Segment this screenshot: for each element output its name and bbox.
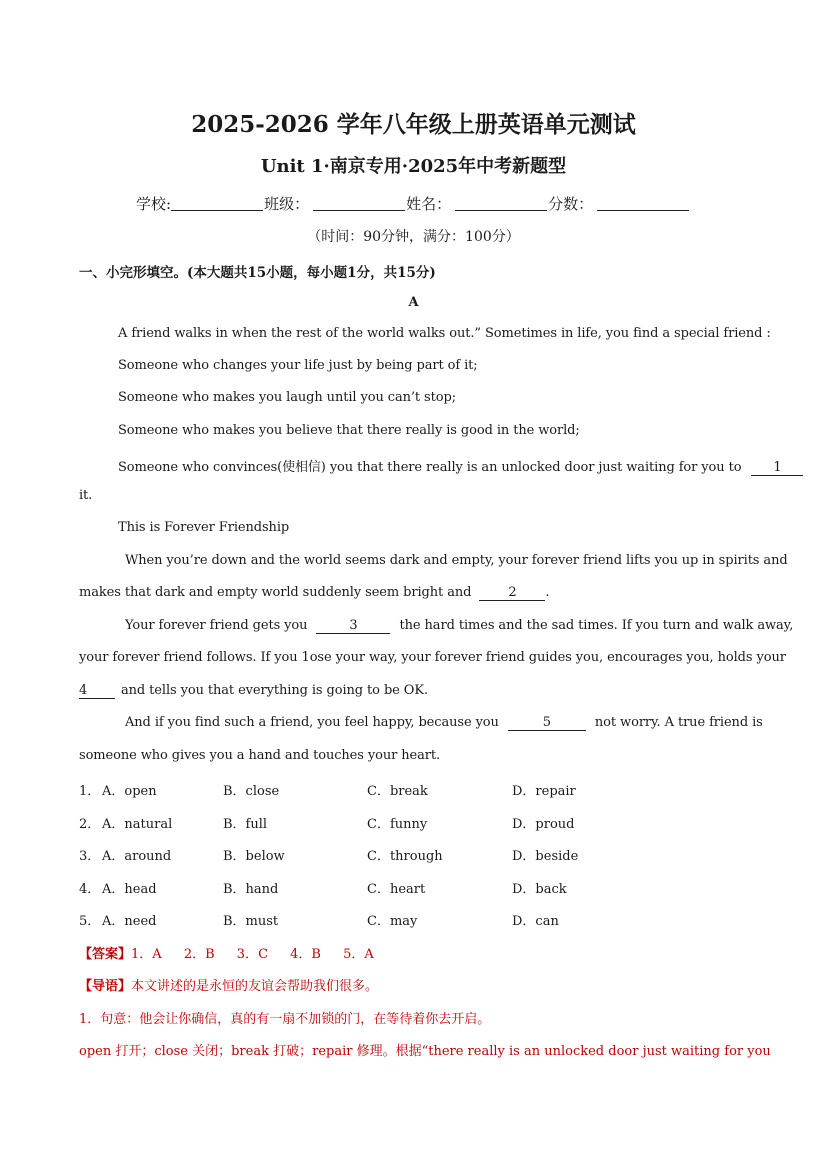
option-d[interactable]: D．can xyxy=(512,914,559,929)
page-subtitle: Unit 1·南京专用·2025年中考新题型 xyxy=(260,156,567,177)
question-number: 3． xyxy=(79,849,101,864)
class-label: 班级： xyxy=(264,195,310,213)
option-b[interactable]: B．below xyxy=(223,849,285,864)
explanation-line: 1．句意：他会让你确信，真的有一扇不加锁的门，在等待着你去开启。 xyxy=(79,1012,491,1027)
answer-label: 【答案】 xyxy=(79,947,132,962)
passage-text: not worry. A true friend is xyxy=(594,715,763,730)
option-d[interactable]: D．repair xyxy=(512,784,576,799)
answer-line xyxy=(79,943,374,962)
passage-text: the hard times and the sad times. If you turn and walk away, xyxy=(399,618,794,633)
period: . xyxy=(545,585,550,600)
blank-2[interactable]: 2 xyxy=(479,586,545,601)
section-title: 一、小完形填空。(本大题共15小题，每小题1分，共15分) xyxy=(79,265,436,281)
option-b[interactable]: B．close xyxy=(223,784,280,799)
passage-line: A friend walks in when the rest of the world walks out.” Sometimes in life, you find a special friend : xyxy=(118,326,771,341)
option-b[interactable]: B．must xyxy=(223,914,279,929)
passage-line xyxy=(118,456,803,476)
passage-text: Someone who convinces(使相信) you that there really is an unlocked door just waiting for you to xyxy=(118,460,742,475)
score-blank[interactable] xyxy=(597,196,689,211)
passage-line xyxy=(79,683,428,699)
option-a[interactable]: A．open xyxy=(102,784,157,799)
option-b[interactable]: B．hand xyxy=(223,882,279,897)
guide-line xyxy=(79,975,378,994)
school-field[interactable] xyxy=(136,193,690,214)
option-a[interactable]: A．natural xyxy=(102,817,173,832)
option-d[interactable]: D．back xyxy=(512,882,567,897)
school-blank[interactable] xyxy=(171,196,263,211)
answer-item: 3．C xyxy=(236,947,269,962)
passage-line xyxy=(125,715,763,731)
explanation-line: open 打开；close 关闭；break 打破；repair 修理。根据“there really is an unlocked door just waiting for you xyxy=(79,1044,771,1059)
class-blank[interactable] xyxy=(313,196,405,211)
option-b[interactable]: B．full xyxy=(223,817,268,832)
passage-line: This is Forever Friendship xyxy=(118,520,290,535)
passage-text: And if you find such a friend, you feel happy, because you xyxy=(125,715,499,730)
passage-line: your forever friend follows. If you 1ose your way, your forever friend guides you, encourages you, holds your xyxy=(79,650,786,665)
option-d[interactable]: D．beside xyxy=(512,849,579,864)
question-number: 2． xyxy=(79,817,101,832)
passage-line: it. xyxy=(79,488,93,503)
blank-4[interactable]: 4 xyxy=(79,684,115,699)
passage-line: Someone who changes your life just by being part of it; xyxy=(118,358,478,373)
passage-line: someone who gives you a hand and touches your heart. xyxy=(79,748,441,763)
passage-text: and tells you that everything is going to be OK. xyxy=(121,683,428,698)
option-a[interactable]: A．head xyxy=(102,882,157,897)
school-label: 学校: xyxy=(136,195,172,213)
answer-item: 2．B xyxy=(183,947,215,962)
option-c[interactable]: C．funny xyxy=(367,817,428,832)
option-a[interactable]: A．around xyxy=(102,849,172,864)
blank-5[interactable]: 5 xyxy=(508,716,586,731)
time-note: （时间：90分钟，满分：100分） xyxy=(307,229,520,245)
option-c[interactable]: C．break xyxy=(367,784,428,799)
passage-line xyxy=(79,585,549,601)
option-a[interactable]: A．need xyxy=(102,914,157,929)
guide-text: 本文讲述的是永恒的友谊会帮助我们很多。 xyxy=(131,979,379,994)
name-label: 姓名： xyxy=(406,195,452,213)
name-blank[interactable] xyxy=(455,196,547,211)
passage-text: makes that dark and empty world suddenly seem bright and xyxy=(79,585,472,600)
question-number: 5． xyxy=(79,914,101,929)
option-c[interactable]: C．heart xyxy=(367,882,426,897)
question-number: 4． xyxy=(79,882,101,897)
blank-3[interactable]: 3 xyxy=(316,619,390,634)
score-label: 分数： xyxy=(548,195,594,213)
answer-item: 4．B xyxy=(290,947,321,962)
option-d[interactable]: D．proud xyxy=(512,817,575,832)
page-title: 2025-2026 学年八年级上册英语单元测试 xyxy=(191,111,636,138)
option-c[interactable]: C．through xyxy=(367,849,443,864)
option-c[interactable]: C．may xyxy=(367,914,418,929)
passage-text: Your forever friend gets you xyxy=(125,618,308,633)
answer-item: 1．A xyxy=(131,947,162,962)
question-number: 1． xyxy=(79,784,101,799)
passage-line: Someone who makes you laugh until you can’t stop; xyxy=(118,390,456,405)
blank-1[interactable]: 1 xyxy=(751,461,803,476)
answer-item: 5．A xyxy=(343,947,374,962)
passage-line xyxy=(125,618,793,634)
passage-line: When you’re down and the world seems dark and empty, your forever friend lifts you up in spirits and xyxy=(125,553,788,568)
passage-line: Someone who makes you believe that there really is good in the world; xyxy=(118,423,580,438)
guide-label: 【导语】 xyxy=(79,979,132,994)
passage-label: A xyxy=(408,295,419,310)
